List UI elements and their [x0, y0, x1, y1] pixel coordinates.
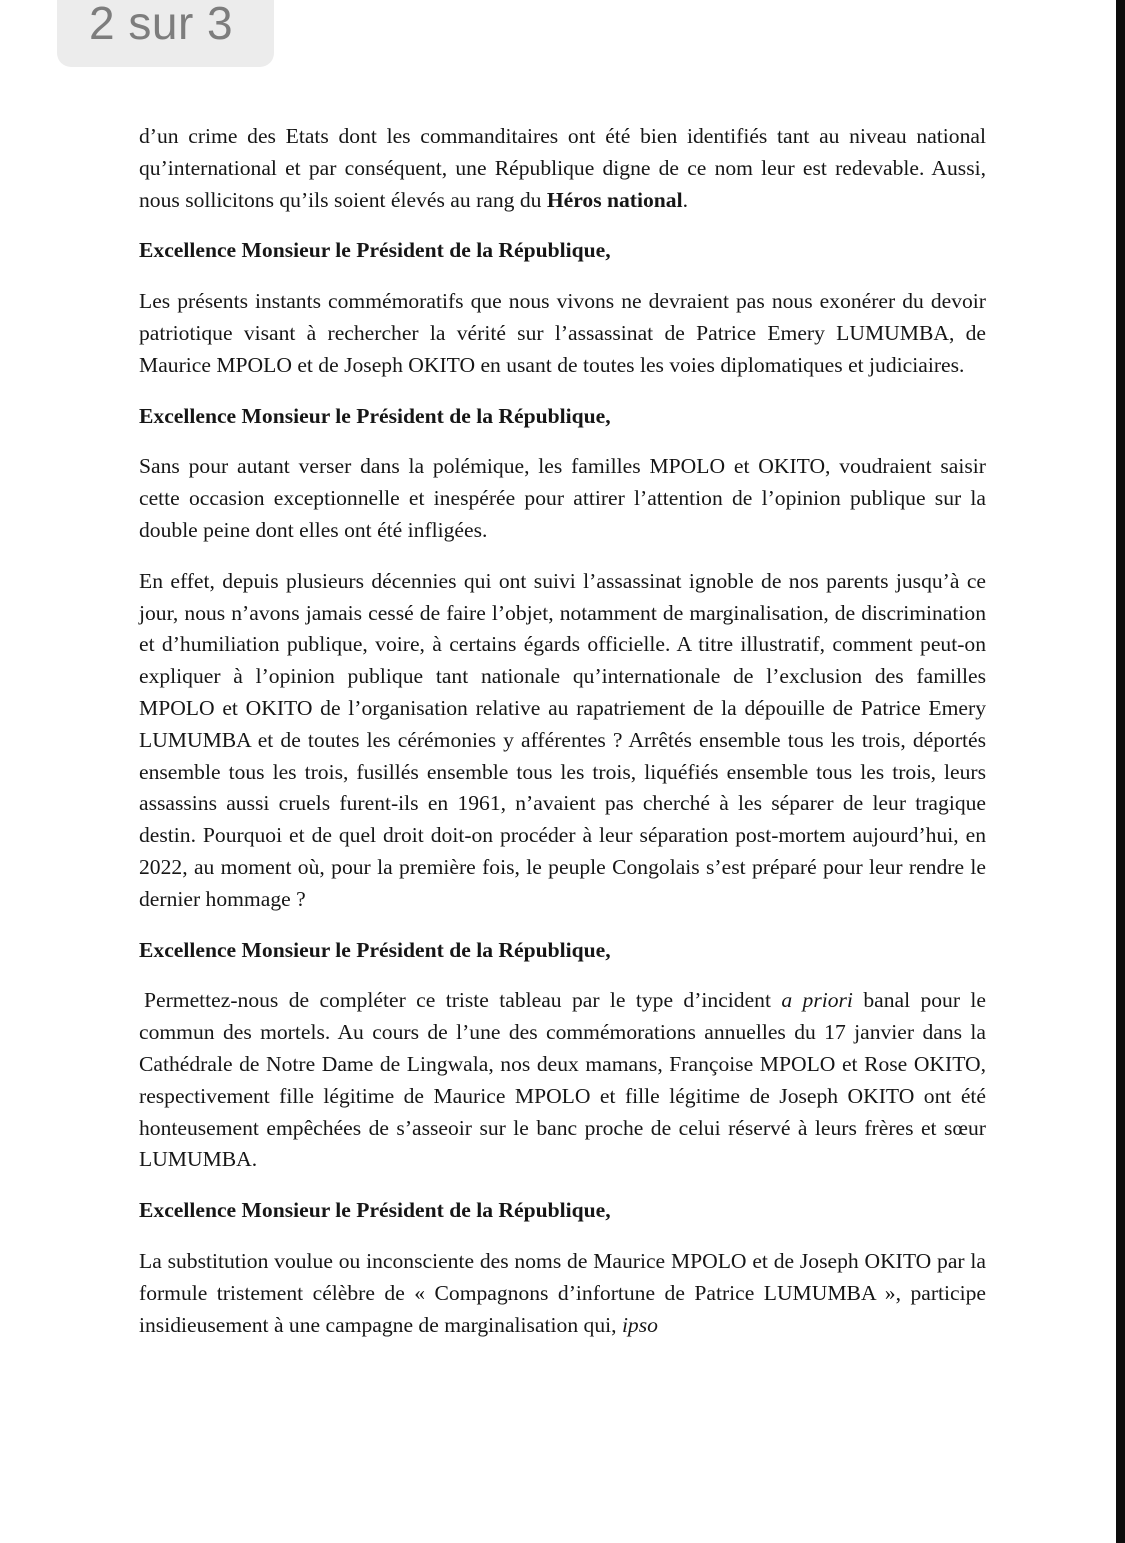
a-priori-italic: a priori [781, 988, 853, 1013]
paragraph-1 [139, 121, 986, 216]
paragraph-6 [139, 1246, 986, 1341]
salutation-heading-1: Excellence Monsieur le Président de la République, [139, 238, 611, 263]
salutation-heading-4: Excellence Monsieur le Président de la République, [139, 1198, 611, 1223]
paragraph-5-text: Permettez-nous de compléter ce triste tableau par le type d’incident [144, 988, 782, 1013]
paragraph-6-text: La substitution voulue ou inconsciente des noms de Maurice MPOLO et de Joseph OKITO par la formule tristement célèbre de « Compagnons d’infortune de Patrice LUMUMBA », participe insidieusement à une campagne de marginalisation qui, [139, 1248, 986, 1337]
paragraph-4: En effet, depuis plusieurs décennies qui ont suivi l’assassinat ignoble de nos parents jusqu’à ce jour, nous n’avons jamais cessé de faire l’objet, notamment de marginalisation, de discrimination et d’humiliation publique, voire, à certains égards officielle. A titre illustratif, comment peut-on expliquer à l’opinion publique tant nationale qu’internationale de l’exclusion des familles MPOLO et OKITO de l’organisation relative au rapatriement de la dépouille de Patrice Emery LUMUMBA et de toutes les cérémonies y afférentes ? Arrêtés ensemble tous les trois, déportés ensemble tous les trois, fusillés ensemble tous les trois, liquéfiés ensemble tous les trois, leurs assassins aussi cruels furent-ils en 1961, n’avaient pas cherché à les séparer de leur tragique destin. Pourquoi et de quel droit doit-on procéder à leur séparation post-mortem aujourd’hui, en 2022, au moment où, pour la première fois, le peuple Congolais s’est préparé pour leur rendre le dernier hommage ? [139, 568, 986, 911]
page-indicator [57, 0, 274, 67]
ipso-italic: ipso [621, 1312, 658, 1337]
paragraph-5-rest: banal pour le commun des mortels. Au cours de l’une des commémorations annuelles du 17 janvier dans la Cathédrale de Notre Dame de Lingwala, nos deux mamans, Françoise MPOLO et Rose OKITO, respectivement fille légitime de Maurice MPOLO et fille légitime de Joseph OKITO ont été honteusement empêchées de s’asseoir sur le banc proche de celui réservé à leurs frères et sœur LUMUMBA. [139, 988, 986, 1172]
paragraph-1-text: d’un crime des Etats dont les commanditaires ont été bien identifiés tant au niveau national qu’international et par conséquent, une République digne de ce nom leur est redevable. Aussi, nous sollicitons qu’ils soient élevés au rang du [139, 124, 986, 212]
salutation-heading-2: Excellence Monsieur le Président de la République, [139, 403, 611, 428]
salutation-heading-3: Excellence Monsieur le Président de la République, [139, 937, 611, 962]
paragraph-1-end: . [682, 187, 689, 212]
window-edge [1116, 0, 1125, 1543]
paragraph-3: Sans pour autant verser dans la polémique, les familles MPOLO et OKITO, voudraient saisir cette occasion exceptionnelle et inespérée pour attirer l’attention de l’opinion publique sur la double peine dont elles ont été infligées. [139, 454, 986, 542]
paragraph-2: Les présents instants commémoratifs que nous vivons ne devraient pas nous exonérer du devoir patriotique visant à rechercher la vérité sur l’assassinat de Patrice Emery LUMUMBA, de Maurice MPOLO et de Joseph OKITO en usant de toutes les voies diplomatiques et judiciaires. [139, 289, 986, 377]
document-page [139, 121, 986, 1360]
page-indicator-label: 2 sur 3 [89, 0, 234, 49]
paragraph-5 [139, 985, 986, 1176]
heros-national-emphasis: Héros national [546, 187, 683, 212]
